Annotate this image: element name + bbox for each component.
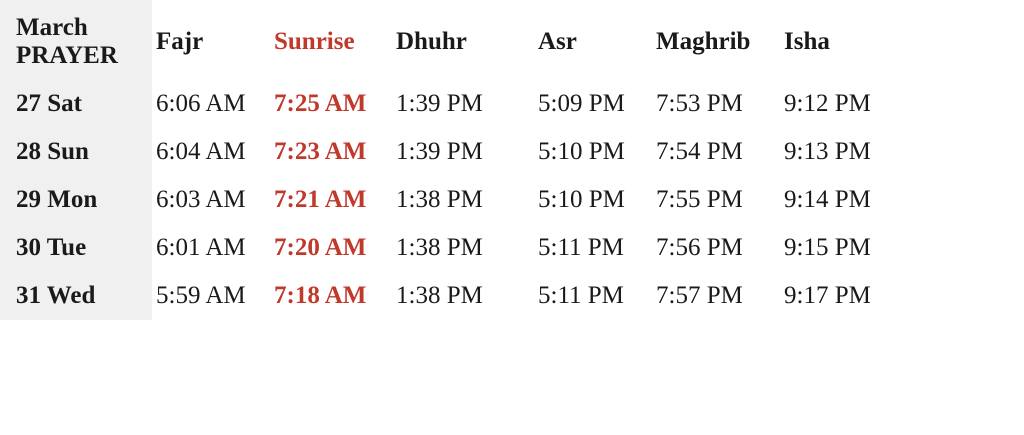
- cell-sunrise: 7:23 AM: [274, 138, 367, 165]
- row-day: 31 Wed: [0, 272, 152, 320]
- cell-fajr: 6:03 AM: [156, 186, 246, 213]
- cell-isha: 9:13 PM: [784, 138, 871, 165]
- cell-isha: 9:15 PM: [784, 234, 871, 261]
- column-header-sunrise: Sunrise: [274, 28, 355, 55]
- cell-dhuhr: 1:38 PM: [396, 282, 483, 309]
- cell-dhuhr: 1:38 PM: [396, 234, 483, 261]
- row-day: 29 Mon: [0, 176, 152, 224]
- column-header-maghrib: Maghrib: [656, 28, 751, 55]
- cell-asr: 5:10 PM: [538, 186, 625, 213]
- cell-fajr: 6:06 AM: [156, 90, 246, 117]
- header-row: [0, 0, 910, 80]
- table-header: [0, 0, 910, 80]
- cell-isha: 9:14 PM: [784, 186, 871, 213]
- cell-sunrise: 7:25 AM: [274, 90, 367, 117]
- row-day: 28 Sun: [0, 128, 152, 176]
- cell-asr: 5:11 PM: [538, 282, 624, 309]
- column-header-isha: Isha: [784, 28, 830, 55]
- cell-sunrise: 7:18 AM: [274, 282, 367, 309]
- table-row: [0, 176, 910, 224]
- month-label: March: [16, 14, 88, 41]
- cell-dhuhr: 1:38 PM: [396, 186, 483, 213]
- column-header-day: [0, 0, 152, 80]
- cell-dhuhr: 1:39 PM: [396, 90, 483, 117]
- cell-asr: 5:10 PM: [538, 138, 625, 165]
- prayer-label: PRAYER: [16, 42, 118, 69]
- cell-asr: 5:11 PM: [538, 234, 624, 261]
- cell-maghrib: 7:53 PM: [656, 90, 743, 117]
- column-header-asr: Asr: [538, 28, 577, 55]
- table-body: [0, 80, 910, 320]
- table-row: [0, 224, 910, 272]
- table-row: [0, 128, 910, 176]
- table-row: [0, 272, 910, 320]
- cell-dhuhr: 1:39 PM: [396, 138, 483, 165]
- table-row: [0, 80, 910, 128]
- row-day: 27 Sat: [0, 80, 152, 128]
- row-day: 30 Tue: [0, 224, 152, 272]
- cell-sunrise: 7:21 AM: [274, 186, 367, 213]
- cell-asr: 5:09 PM: [538, 90, 625, 117]
- cell-maghrib: 7:57 PM: [656, 282, 743, 309]
- cell-maghrib: 7:54 PM: [656, 138, 743, 165]
- column-header-dhuhr: Dhuhr: [396, 28, 467, 55]
- cell-fajr: 6:04 AM: [156, 138, 246, 165]
- cell-fajr: 6:01 AM: [156, 234, 246, 261]
- cell-sunrise: 7:20 AM: [274, 234, 367, 261]
- cell-maghrib: 7:56 PM: [656, 234, 743, 261]
- cell-isha: 9:12 PM: [784, 90, 871, 117]
- cell-isha: 9:17 PM: [784, 282, 871, 309]
- cell-fajr: 5:59 AM: [156, 282, 246, 309]
- cell-maghrib: 7:55 PM: [656, 186, 743, 213]
- column-header-fajr: Fajr: [156, 28, 204, 55]
